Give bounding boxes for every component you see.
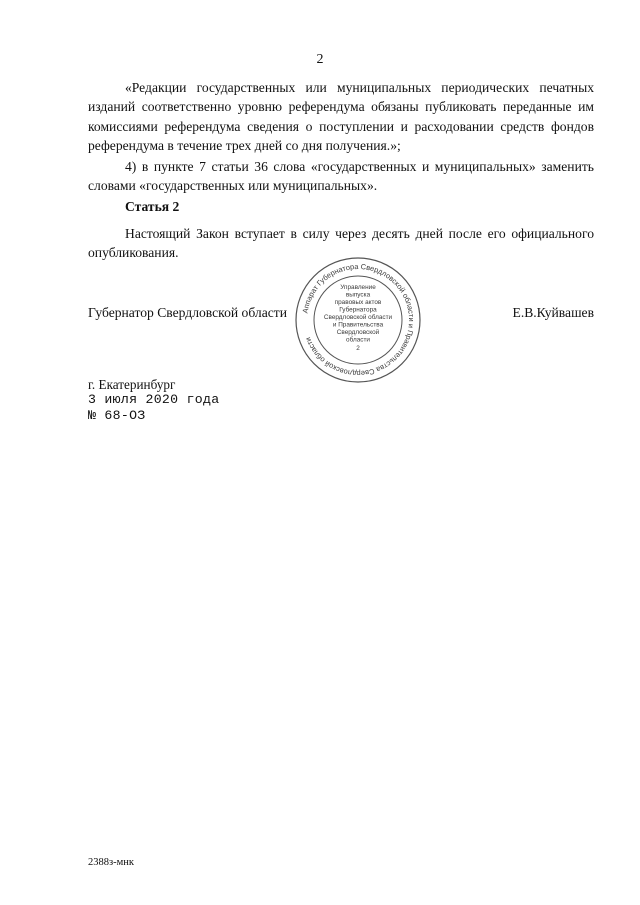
svg-text:Свердловской: Свердловской <box>336 329 380 336</box>
paragraph-item-4: 4) в пункте 7 статьи 36 слова «государственных и муниципальных» заменить словами «государственных или муниципальных». <box>88 159 594 194</box>
paragraph-amendment-quote: «Редакции государственных или муниципальных периодических печатных изданий соответственно уровню референдума обязаны публиковать переданные им комиссиями референдума сведения о поступлении и расходовании средств фондов референдума в течение трех дней со дня получения.»; <box>88 80 594 153</box>
signatory-name: Е.В.Куйвашев <box>512 305 594 320</box>
svg-text:выпуска: выпуска <box>345 291 371 299</box>
signatory-position: Губернатор Свердловской области <box>88 305 287 320</box>
svg-text:Губернатора: Губернатора <box>339 306 377 314</box>
svg-text:Управление: Управление <box>340 284 376 291</box>
official-stamp <box>292 254 424 386</box>
svg-text:Свердловской области: Свердловской области <box>323 314 393 321</box>
page-number: 2 <box>316 52 324 67</box>
stamp-center-text <box>324 284 393 352</box>
svg-text:правовых актов: правовых актов <box>334 299 382 306</box>
stamp-ring-text: Аппарат Губернатора Свердловской области и Правительства Свердловской области <box>300 261 417 379</box>
place-of-signing: г. Екатеринбург <box>88 377 176 392</box>
svg-text:и Правительства: и Правительства <box>332 321 384 329</box>
article-heading: Статья 2 <box>125 199 180 214</box>
signing-date: 3 июля 2020 года <box>88 392 220 407</box>
paragraph-entry-into-force: Настоящий Закон вступает в силу через десять дней после его официального опубликования. <box>88 226 594 261</box>
footer-document-code: 2388з-мнк <box>88 857 135 868</box>
svg-text:области: области <box>346 336 370 344</box>
law-number: № 68-ОЗ <box>88 408 146 423</box>
stamp-seal-icon <box>292 254 424 386</box>
svg-text:2: 2 <box>356 345 360 352</box>
